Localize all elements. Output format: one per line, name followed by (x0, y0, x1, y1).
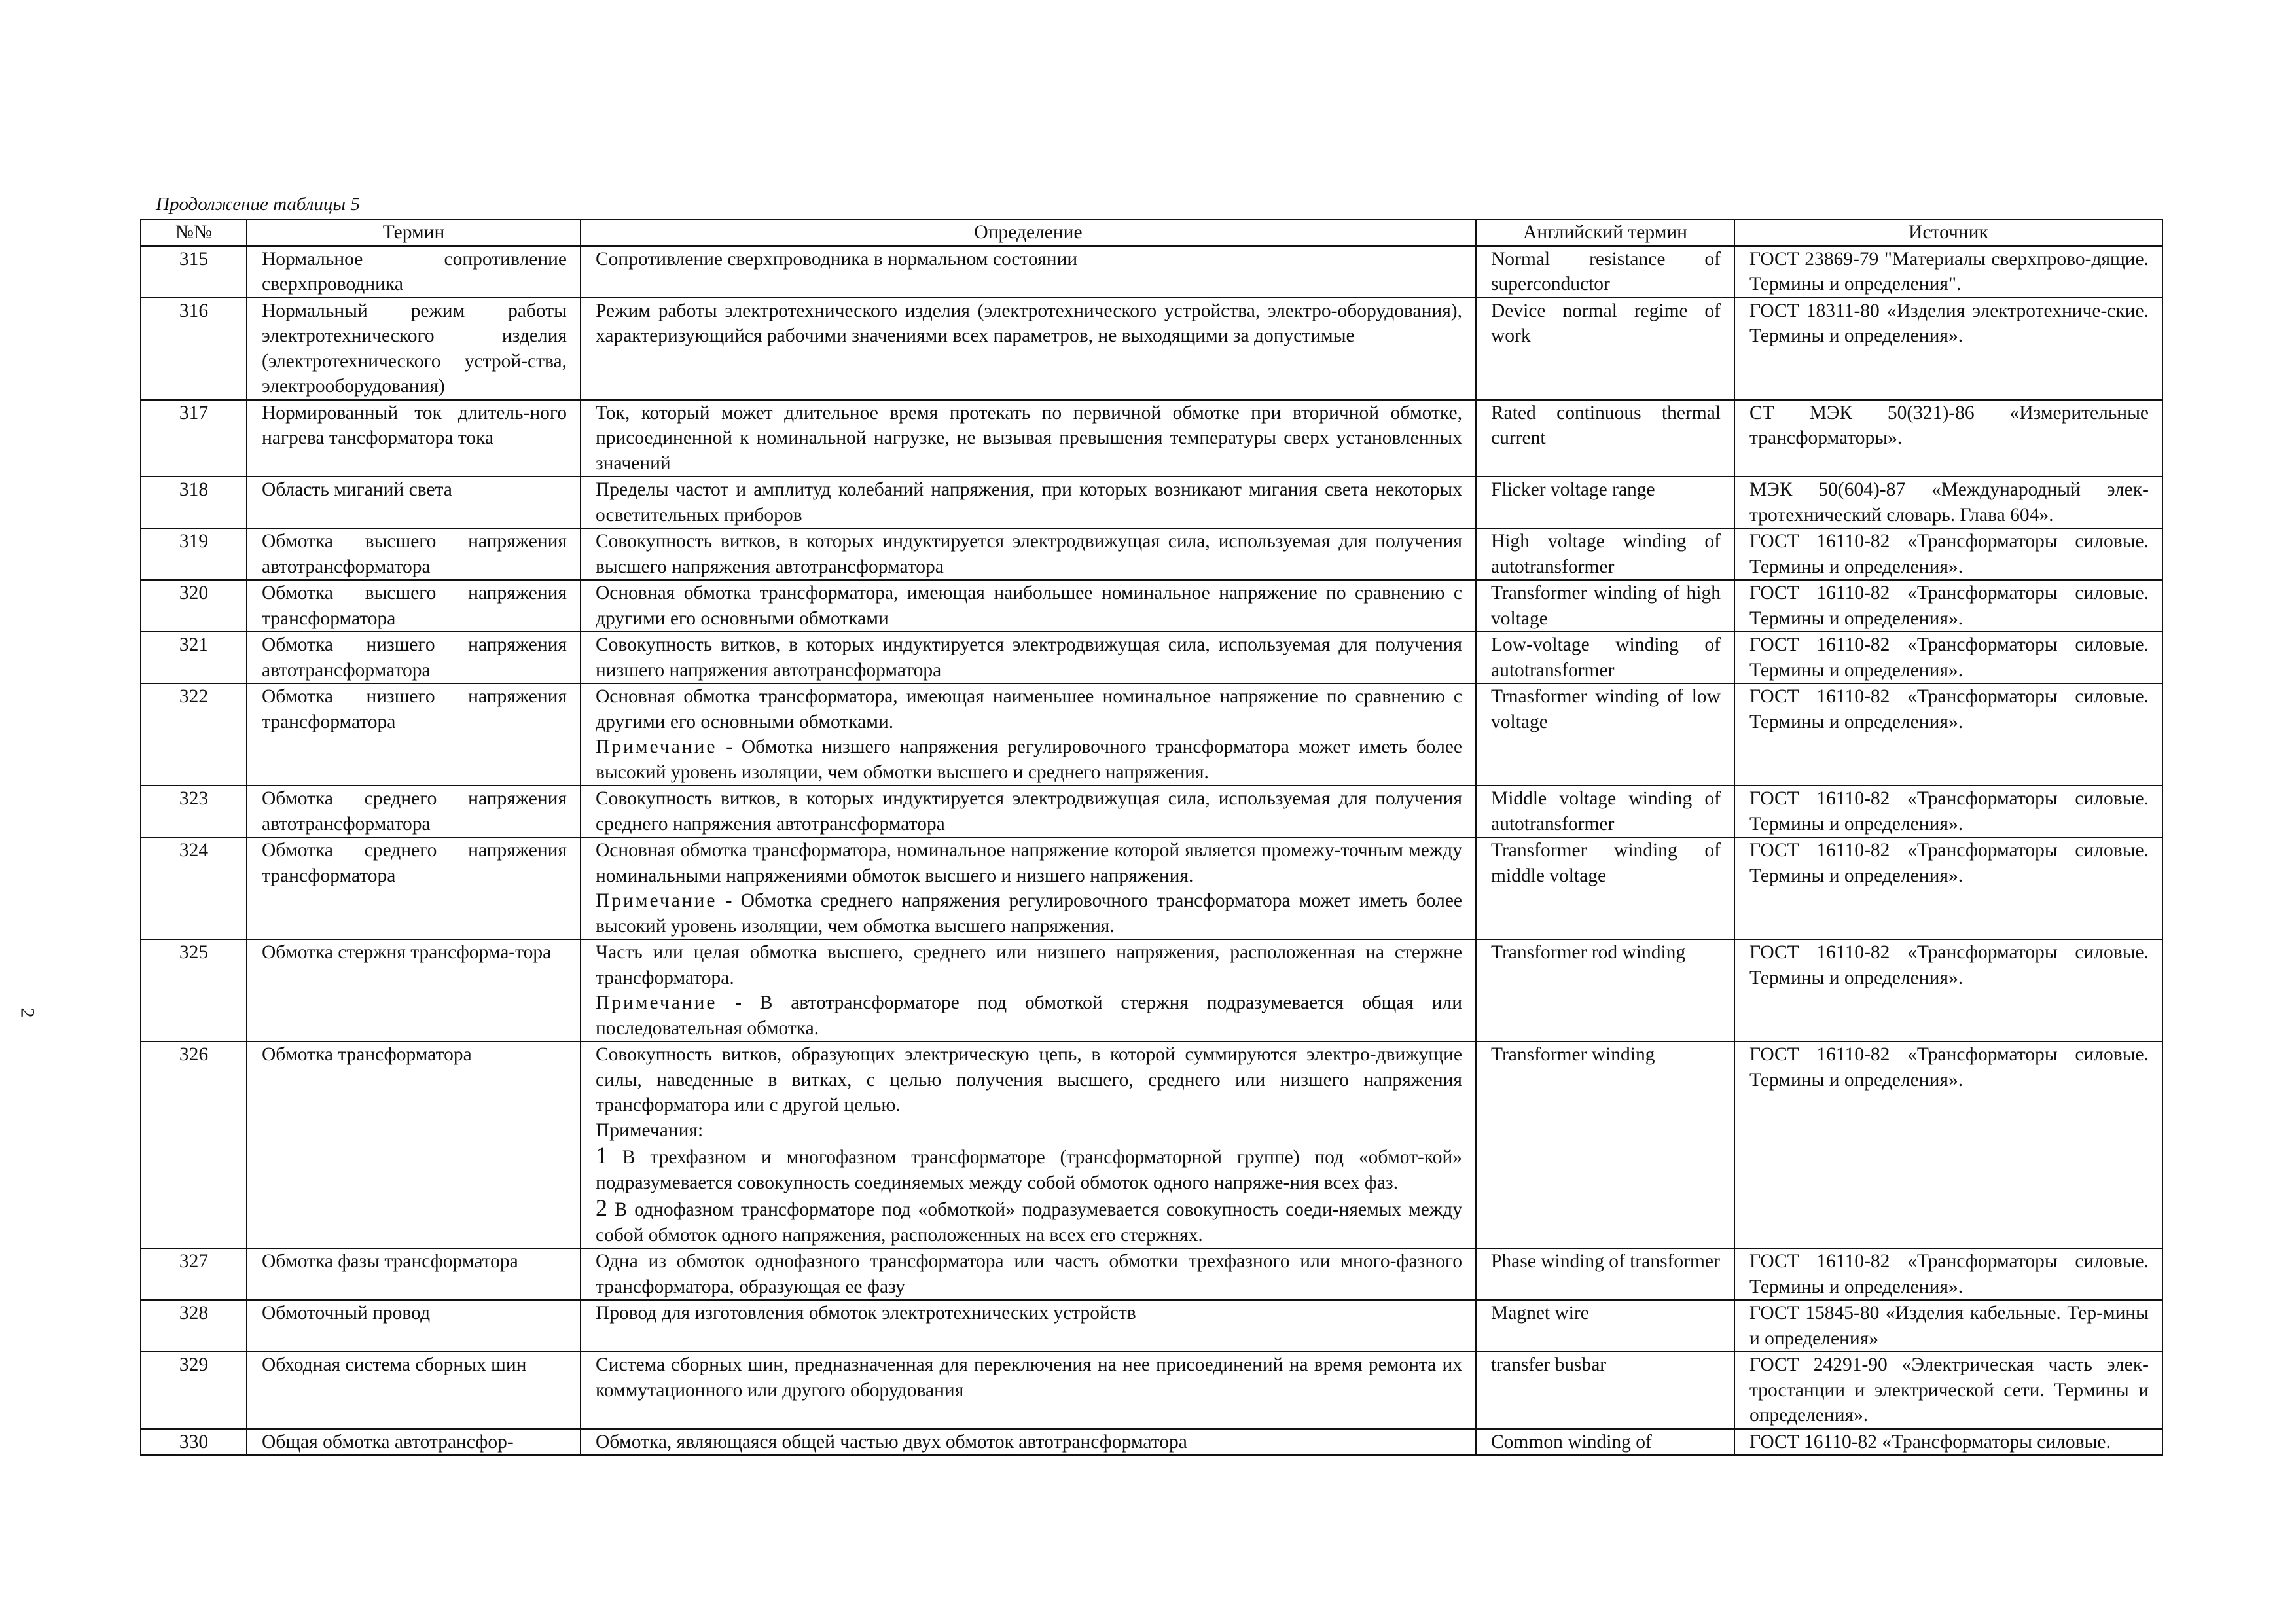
note-number: 2 (596, 1195, 607, 1221)
term-cell: Обмотка среднего напряжения автотрансформатора (247, 785, 581, 837)
english-term-cell: Transformer winding of high voltage (1476, 580, 1734, 632)
definition-paragraph (596, 940, 1462, 990)
definition-text: Основная обмотка трансформатора, имеющая наибольшее номинальное напряжение по сравнению с другими его основными обмотками (596, 583, 1462, 629)
definition-cell (581, 1352, 1476, 1429)
table-row (141, 837, 2162, 939)
definition-paragraph (596, 632, 1462, 683)
source-cell: ГОСТ 16110-82 «Трансформаторы силовые. Термины и определения». (1734, 785, 2162, 837)
definition-text: - Обмотка низшего напряжения регулировочного трансформатора может иметь более высокий уровень изоляции, чем обмотки высшего и среднего напряжения. (596, 736, 1462, 783)
term-cell: Обмотка среднего напряжения трансформатора (247, 837, 581, 939)
source-cell: ГОСТ 15845-80 «Изделия кабельные. Тер-мины и определения» (1734, 1300, 2162, 1352)
definition-cell (581, 683, 1476, 785)
note-label: Примечание (596, 736, 717, 757)
term-cell: Общая обмотка автотрансфор- (247, 1429, 581, 1456)
definition-cell (581, 837, 1476, 939)
table-body (141, 246, 2162, 1456)
definition-cell (581, 528, 1476, 580)
source-cell: ГОСТ 16110-82 «Трансформаторы силовые. Термины и определения». (1734, 1248, 2162, 1300)
row-number-cell: 318 (141, 477, 247, 528)
english-term-cell: Normal resistance of superconductor (1476, 246, 1734, 298)
definition-text: - В автотрансформаторе под обмоткой стержня подразумевается общая или последовательная обмотка. (596, 992, 1462, 1039)
definition-text: Система сборных шин, предназначенная для переключения на нее присоединений на время ремонта их коммутационного или другого оборудования (596, 1354, 1462, 1401)
definition-text: Совокупность витков, в которых индуктируется электродвижущая сила, используемая для получения низшего напряжения автотрансформатора (596, 634, 1462, 681)
source-cell: СТ МЭК 50(321)-86 «Измерительные трансформаторы». (1734, 400, 2162, 477)
definition-paragraph (596, 1301, 1462, 1326)
table-header-row (141, 219, 2162, 246)
column-header-number: №№ (141, 219, 247, 246)
definition-cell (581, 1300, 1476, 1352)
table-row (141, 477, 2162, 528)
definition-paragraph (596, 401, 1462, 477)
table-row (141, 528, 2162, 580)
definition-paragraph (596, 1430, 1462, 1455)
definition-text: Ток, который может длительное время протекать по первичной обмотке при вторичной обмотке, присоединенной к номинальной нагрузке, не вызывая превышения температуры сверх установленных значений (596, 402, 1462, 474)
english-term-cell: Flicker voltage range (1476, 477, 1734, 528)
definition-paragraph (596, 1195, 1462, 1248)
definition-text: Основная обмотка трансформатора, имеющая наименьшее номинальное напряжение по сравнению с другими его основными обмотками. (596, 686, 1462, 732)
english-term-cell: Transformer winding of middle voltage (1476, 837, 1734, 939)
english-term-cell: transfer busbar (1476, 1352, 1734, 1429)
source-cell: ГОСТ 16110-82 «Трансформаторы силовые. Термины и определения». (1734, 580, 2162, 632)
definition-paragraph (596, 529, 1462, 579)
term-cell: Обмотка стержня трансформа-тора (247, 939, 581, 1041)
source-cell: ГОСТ 16110-82 «Трансформаторы силовые. Термины и определения». (1734, 528, 2162, 580)
table-row (141, 632, 2162, 683)
table-row (141, 1041, 2162, 1248)
definition-paragraph (596, 990, 1462, 1041)
definition-cell (581, 939, 1476, 1041)
table-row (141, 246, 2162, 298)
row-number-cell: 315 (141, 246, 247, 298)
terms-table (140, 219, 2163, 1456)
row-number-cell: 317 (141, 400, 247, 477)
definition-cell (581, 580, 1476, 632)
table-row (141, 298, 2162, 400)
term-cell: Нормированный ток длитель-ного нагрева тансформатора тока (247, 400, 581, 477)
row-number-cell: 319 (141, 528, 247, 580)
table-caption: Продолжение таблицы 5 (156, 194, 360, 215)
row-number-cell: 323 (141, 785, 247, 837)
source-cell: МЭК 50(604)-87 «Международный элек-тротехнический словарь. Глава 604». (1734, 477, 2162, 528)
english-term-cell: High voltage winding of autotransformer (1476, 528, 1734, 580)
term-cell: Область миганий света (247, 477, 581, 528)
definition-paragraph (596, 1352, 1462, 1403)
note-label: Примечание (596, 992, 717, 1013)
source-cell: ГОСТ 16110-82 «Трансформаторы силовые. Термины и определения». (1734, 939, 2162, 1041)
definition-paragraph (596, 786, 1462, 837)
definition-paragraph (596, 1249, 1462, 1299)
definition-text: Примечания: (596, 1119, 704, 1141)
definition-text: - Обмотка среднего напряжения регулировочного трансформатора может иметь более высокий уровень изоляции, чем обмотка высшего напряжения. (596, 890, 1462, 937)
table-row (141, 785, 2162, 837)
row-number-cell: 328 (141, 1300, 247, 1352)
term-cell: Нормальный режим работы электротехнического изделия (электротехнического устрой-ства, электрооборудования) (247, 298, 581, 400)
row-number-cell: 321 (141, 632, 247, 683)
definition-text: Пределы частот и амплитуд колебаний напряжения, при которых возникают мигания света некоторых осветительных приборов (596, 479, 1462, 526)
term-cell: Нормальное сопротивление сверхпроводника (247, 246, 581, 298)
definition-text: В однофазном трансформаторе под «обмоткой» подразумевается совокупность соеди-няемых между собой обмоток одного напряжения, расположенных на всех его стержнях. (596, 1199, 1462, 1246)
column-header-definition: Определение (581, 219, 1476, 246)
english-term-cell: Phase winding of transformer (1476, 1248, 1734, 1300)
table-row (141, 1429, 2162, 1456)
row-number-cell: 316 (141, 298, 247, 400)
source-cell: ГОСТ 23869-79 "Материалы сверхпрово-дящие. Термины и определения". (1734, 246, 2162, 298)
term-cell: Обмотка высшего напряжения автотрансформатора (247, 528, 581, 580)
table-row (141, 580, 2162, 632)
source-cell: ГОСТ 24291-90 «Электрическая часть элек-тростанции и электрической сети. Термины и определения». (1734, 1352, 2162, 1429)
row-number-cell: 325 (141, 939, 247, 1041)
term-cell: Обмотка фазы трансформатора (247, 1248, 581, 1300)
definition-paragraph (596, 1143, 1462, 1195)
definition-paragraph (596, 247, 1462, 272)
row-number-cell: 322 (141, 683, 247, 785)
table-row (141, 1300, 2162, 1352)
term-cell: Обмотка высшего напряжения трансформатора (247, 580, 581, 632)
term-cell: Обмоточный провод (247, 1300, 581, 1352)
definition-text: Обмотка, являющаяся общей частью двух обмоток автотрансформатора (596, 1431, 1187, 1453)
definition-text: Основная обмотка трансформатора, номинальное напряжение которой является промежу-точным между номинальными напряжениями обмоток высшего и низшего напряжения. (596, 840, 1462, 886)
source-cell: ГОСТ 16110-82 «Трансформаторы силовые. Термины и определения». (1734, 837, 2162, 939)
english-term-cell: Device normal regime of work (1476, 298, 1734, 400)
row-number-cell: 330 (141, 1429, 247, 1456)
row-number-cell: 324 (141, 837, 247, 939)
definition-paragraph (596, 888, 1462, 939)
definition-paragraph (596, 1118, 1462, 1144)
english-term-cell: Transformer winding (1476, 1041, 1734, 1248)
definition-text: Совокупность витков, образующих электрическую цепь, в которой суммируются электро-движущие силы, наведенные в витках, с целью получения высшего, среднего или низшего напряжения трансформатора или с другой целью. (596, 1044, 1462, 1115)
definition-text: Сопротивление сверхпроводника в нормальном состоянии (596, 248, 1078, 270)
definition-paragraph (596, 838, 1462, 888)
table-row (141, 400, 2162, 477)
row-number-cell: 327 (141, 1248, 247, 1300)
row-number-cell: 326 (141, 1041, 247, 1248)
column-header-english-term: Английский термин (1476, 219, 1734, 246)
table-row (141, 1352, 2162, 1429)
term-cell: Обмотка низшего напряжения автотрансформатора (247, 632, 581, 683)
definition-cell (581, 298, 1476, 400)
source-cell: ГОСТ 16110-82 «Трансформаторы силовые. Термины и определения». (1734, 632, 2162, 683)
definition-cell (581, 246, 1476, 298)
definition-cell (581, 1041, 1476, 1248)
table-row (141, 683, 2162, 785)
definition-text: Режим работы электротехнического изделия (электротехнического устройства, электро-оборудования), характеризующийся рабочими значениями всех параметров, не выходящими за допустимые (596, 300, 1462, 346)
definition-text: В трехфазном и многофазном трансформаторе (трансформаторной группе) под «обмот-кой» подразумевается совокупность соединяемых между собой обмоток одного напряже-ния всех фаз. (596, 1147, 1462, 1193)
row-number-cell: 320 (141, 580, 247, 632)
term-cell: Обмотка трансформатора (247, 1041, 581, 1248)
definition-paragraph (596, 684, 1462, 734)
definition-cell (581, 1429, 1476, 1456)
english-term-cell: Magnet wire (1476, 1300, 1734, 1352)
note-number: 1 (596, 1142, 607, 1168)
definition-cell (581, 785, 1476, 837)
english-term-cell: Rated continuous thermal current (1476, 400, 1734, 477)
definition-text: Одна из обмоток однофазного трансформатора или часть обмотки трехфазного или много-фазного трансформатора, образующая ее фазу (596, 1251, 1462, 1297)
english-term-cell: Common winding of (1476, 1429, 1734, 1456)
definition-paragraph (596, 477, 1462, 528)
page-number: 2 (16, 1007, 39, 1018)
term-cell: Обходная система сборных шин (247, 1352, 581, 1429)
english-term-cell: Low-voltage winding of autotransformer (1476, 632, 1734, 683)
definition-cell (581, 1248, 1476, 1300)
note-label: Примечание (596, 890, 717, 911)
definition-cell (581, 400, 1476, 477)
row-number-cell: 329 (141, 1352, 247, 1429)
source-cell: ГОСТ 16110-82 «Трансформаторы силовые. Термины и определения». (1734, 683, 2162, 785)
source-cell: ГОСТ 16110-82 «Трансформаторы силовые. Термины и определения». (1734, 1041, 2162, 1248)
english-term-cell: Transformer rod winding (1476, 939, 1734, 1041)
table-row (141, 939, 2162, 1041)
definition-text: Часть или целая обмотка высшего, среднего или низшего напряжения, расположенная на стержне трансформатора. (596, 942, 1462, 988)
english-term-cell: Middle voltage winding of autotransformer (1476, 785, 1734, 837)
definition-cell (581, 477, 1476, 528)
definition-cell (581, 632, 1476, 683)
definition-paragraph (596, 1042, 1462, 1118)
definition-text: Провод для изготовления обмоток электротехнических устройств (596, 1303, 1136, 1324)
source-cell: ГОСТ 16110-82 «Трансформаторы силовые. (1734, 1429, 2162, 1456)
definition-paragraph (596, 581, 1462, 631)
column-header-source: Источник (1734, 219, 2162, 246)
term-cell: Обмотка низшего напряжения трансформатора (247, 683, 581, 785)
table-row (141, 1248, 2162, 1300)
definition-paragraph (596, 298, 1462, 349)
english-term-cell: Trnasformer winding of low voltage (1476, 683, 1734, 785)
column-header-term: Термин (247, 219, 581, 246)
definition-text: Совокупность витков, в которых индуктируется электродвижущая сила, используемая для получения среднего напряжения автотрансформатора (596, 788, 1462, 835)
definition-paragraph (596, 734, 1462, 785)
source-cell: ГОСТ 18311-80 «Изделия электротехниче-ские. Термины и определения». (1734, 298, 2162, 400)
definition-text: Совокупность витков, в которых индуктируется электродвижущая сила, используемая для получения высшего напряжения автотрансформатора (596, 531, 1462, 577)
